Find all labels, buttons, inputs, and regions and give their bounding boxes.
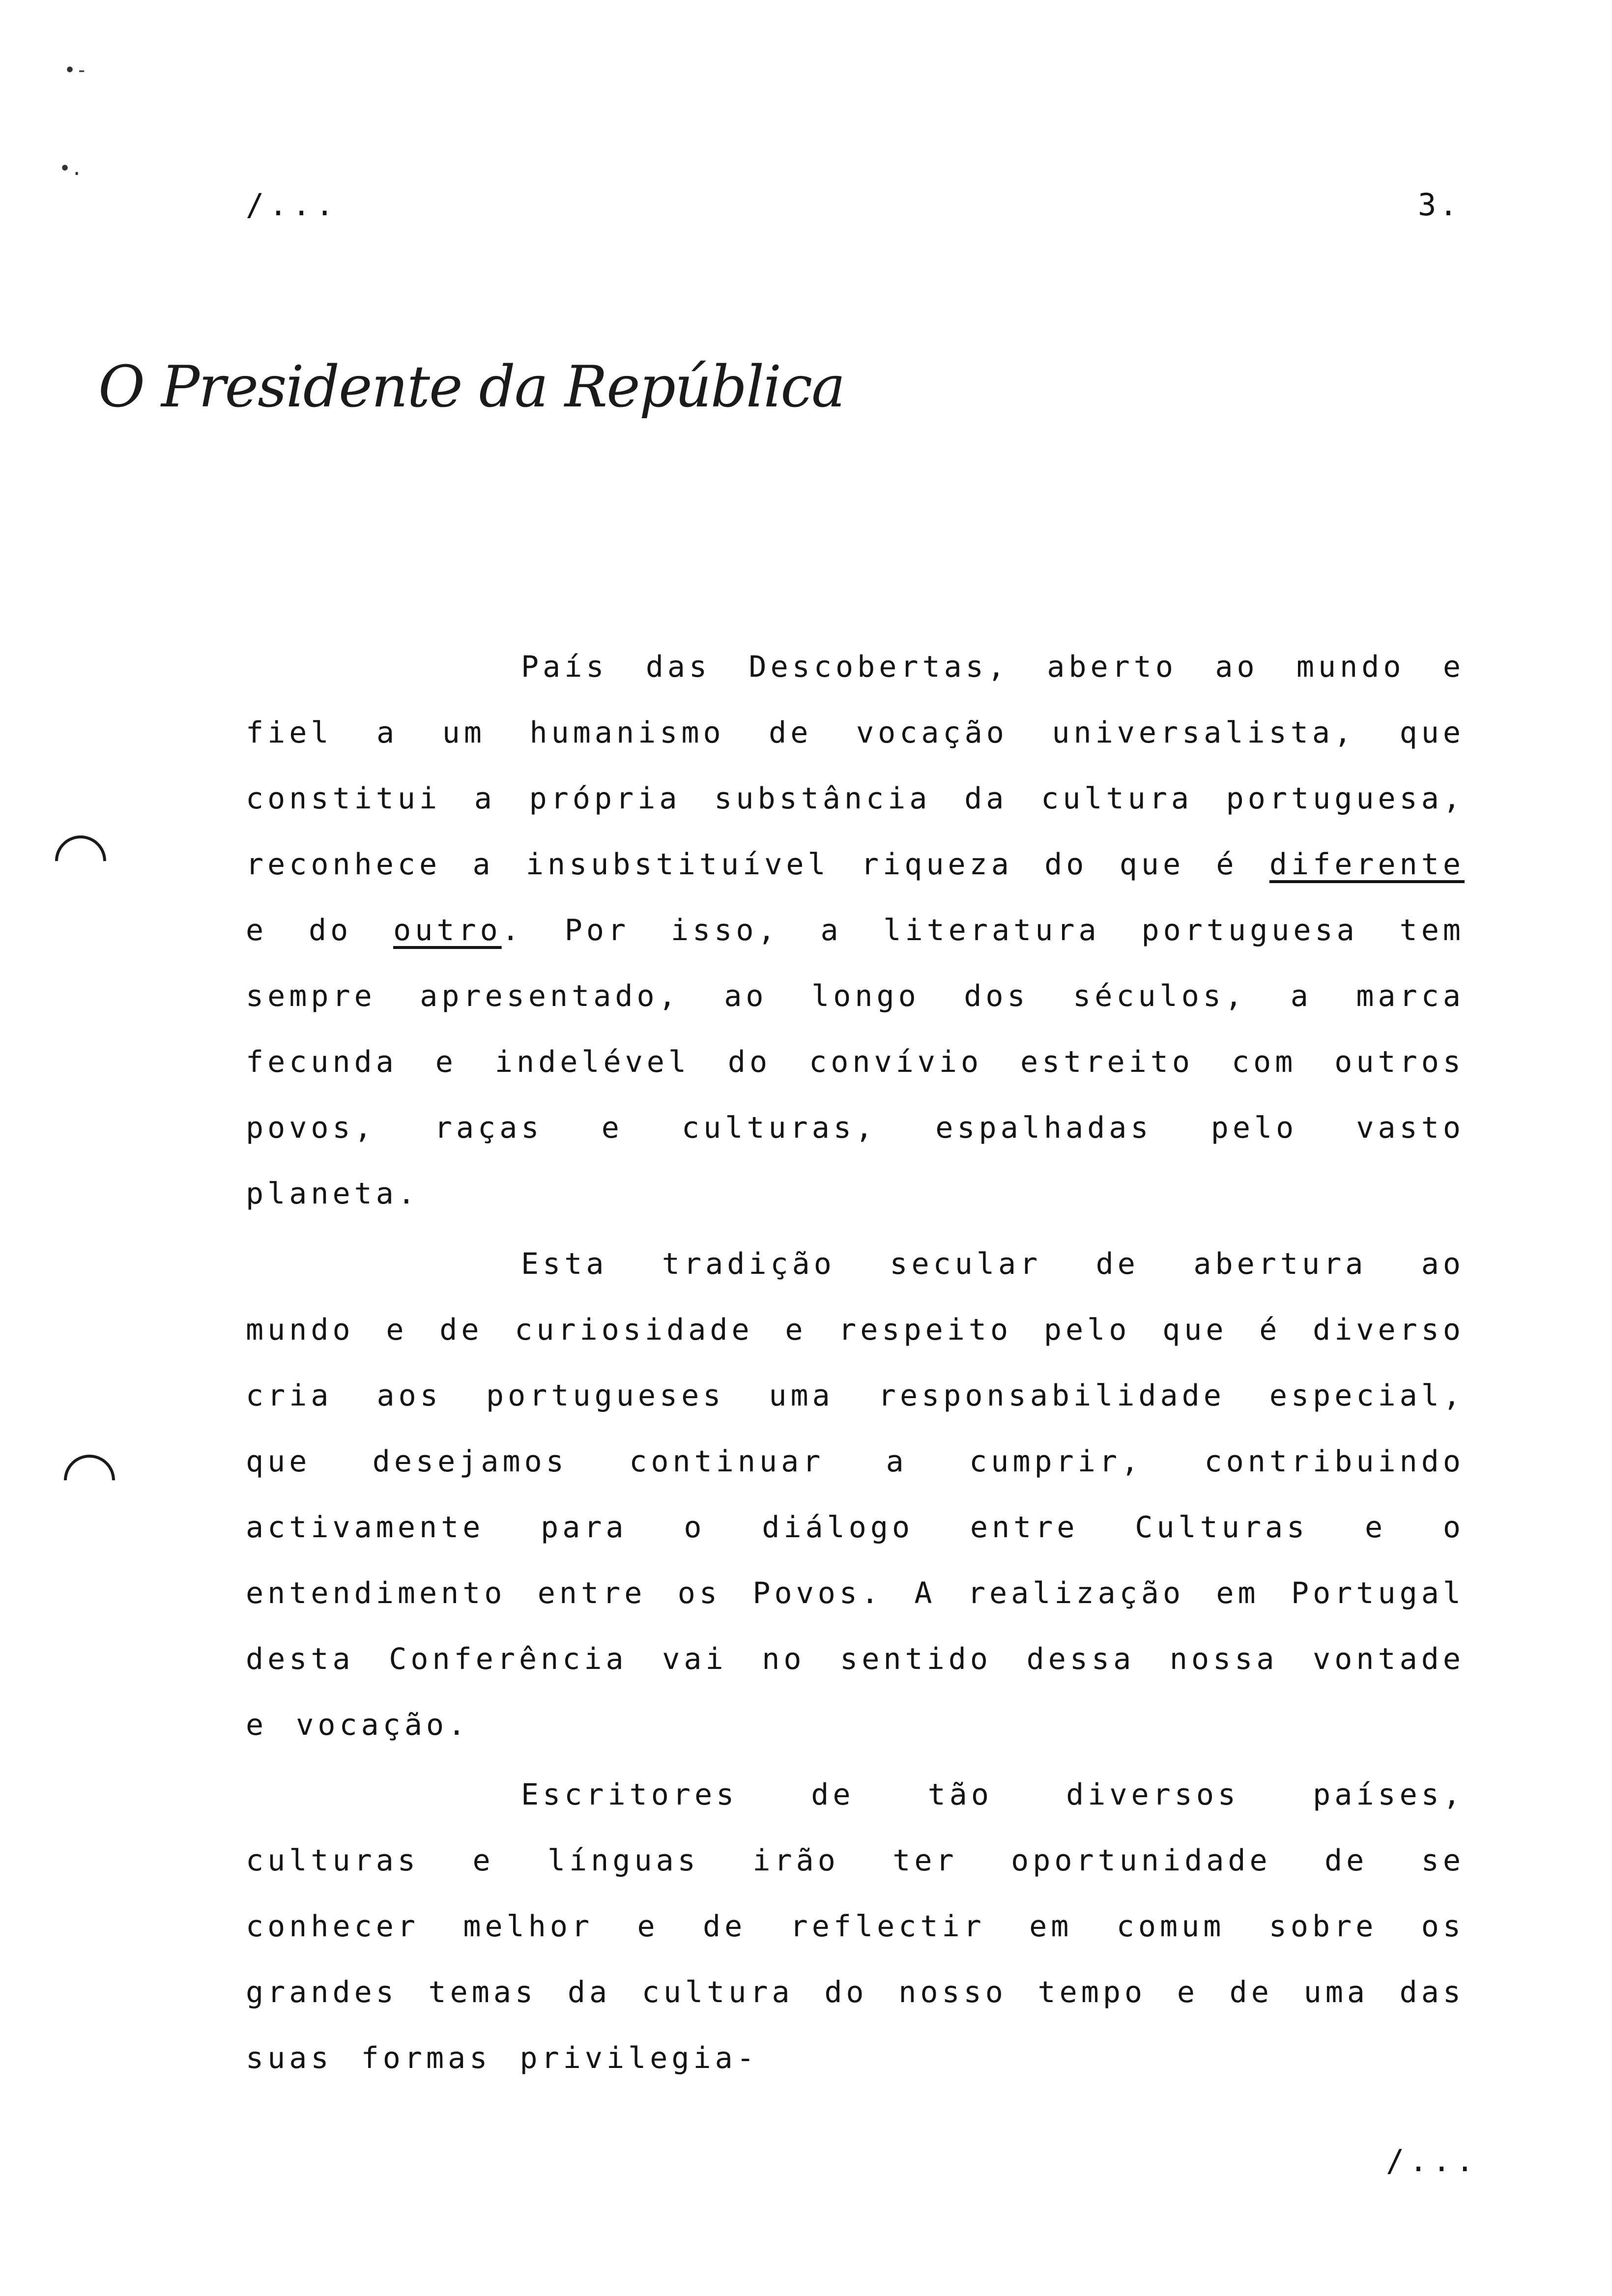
paragraph-2 xyxy=(246,1231,1465,1758)
paragraph-1 xyxy=(246,634,1465,1227)
paragraph-1-text-mid: e do xyxy=(246,913,394,947)
paragraph-2-text: Esta tradição secular de abertura ao mundo e de curiosidade e respeito pelo que é diverso cria aos portugueses uma responsabilidade especial, que desejamos continuar a cumprir, contribuindo activamente para o diálogo entre Culturas e o entendimento entre os Povos. A realização em Portugal desta Conferência vai no sentido dessa nossa vontade e vocação. xyxy=(246,1247,1465,1742)
underlined-word-outro: outro xyxy=(393,913,502,947)
underlined-word-diferente: diferente xyxy=(1269,847,1465,882)
paragraph-3-text: Escritores de tão diversos países, culturas e línguas irão ter oportunidade de se conhecer melhor e de reflectir em comum sobre os grandes temas da cultura do nosso tempo e de uma das suas formas privilegia- xyxy=(246,1778,1465,2075)
punch-hole-mark xyxy=(44,825,116,897)
paragraph-3 xyxy=(246,1762,1465,2091)
paragraph-1-text: País das Descobertas, aberto ao mundo e fiel a um humanismo de vocação universalista, que constitui a própria substância da cultura portuguesa, reconhece a insubstituível riqueza do que é xyxy=(246,650,1465,882)
page-number: 3. xyxy=(1418,187,1461,223)
scan-speck: •- xyxy=(64,59,88,82)
scan-speck: •. xyxy=(59,157,83,180)
punch-hole-mark xyxy=(53,1444,125,1516)
paragraph-1-text-end: . Por isso, a literatura portuguesa tem sempre apresentado, ao longo dos séculos, a marca fecunda e indelével do convívio estreito com outros povos, raças e culturas, espalhadas pelo vasto planeta. xyxy=(246,913,1465,1211)
continuation-mark-top: /... xyxy=(246,187,339,223)
continuation-mark-bottom: /... xyxy=(1386,2143,1479,2179)
letterhead-title: O Presidente da República xyxy=(98,354,845,420)
